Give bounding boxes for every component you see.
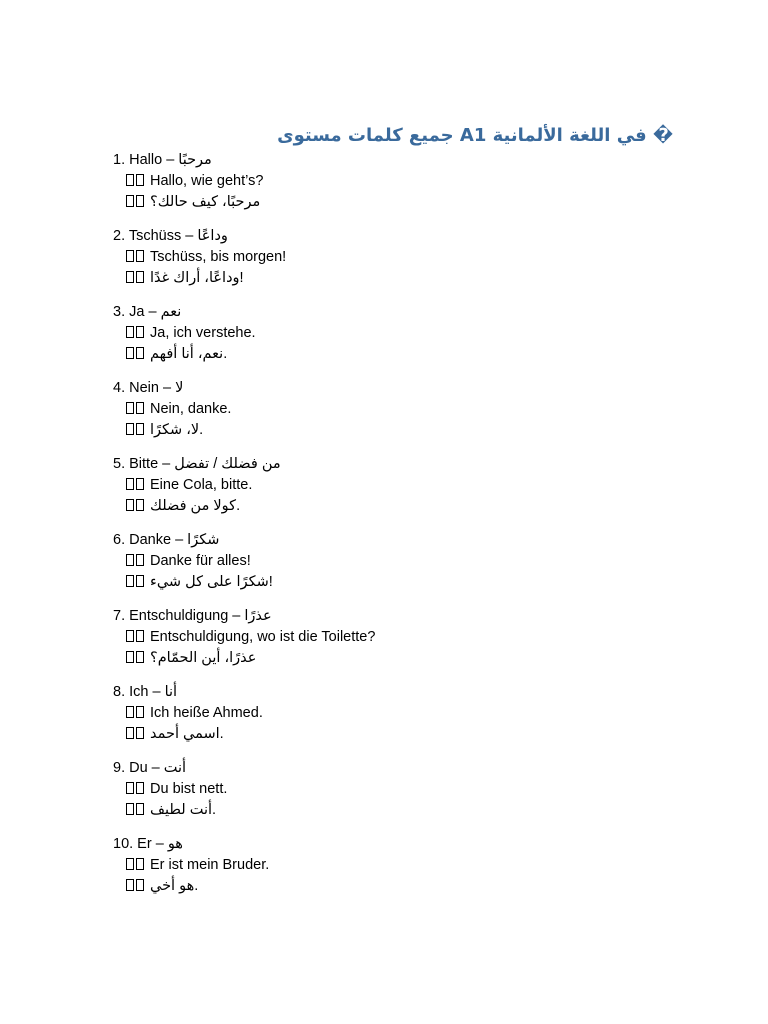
arabic-example-text: نعم، أنا أفهم.: [150, 346, 228, 362]
vocab-headword: 5. Bitte – من فضلك / تفضل: [113, 456, 281, 472]
arabic-example: [113, 876, 673, 897]
arabic-example-text: شكرًا على كل شيء!: [150, 574, 273, 590]
arabic-example: [113, 496, 673, 517]
arabic-example-text: وداعًا، أراك غدًا!: [150, 270, 244, 286]
vocab-headword: 8. Ich – أنا: [113, 684, 178, 700]
missing-glyph-box-icon: [126, 779, 146, 800]
german-example-text: Er ist mein Bruder.: [150, 857, 270, 873]
arabic-example-text: لا، شكرًا.: [150, 422, 204, 438]
vocab-entry: [113, 530, 673, 593]
german-example: [113, 247, 673, 268]
german-example: [113, 323, 673, 344]
german-example: [113, 779, 673, 800]
arabic-example-text: كولا من فضلك.: [150, 498, 241, 514]
german-example-text: Nein, danke.: [150, 401, 232, 417]
german-example: [113, 475, 673, 496]
german-example-text: Du bist nett.: [150, 781, 228, 797]
arabic-example: [113, 344, 673, 365]
arabic-example: [113, 572, 673, 593]
vocab-entry: [113, 606, 673, 669]
vocab-entry: [113, 226, 673, 289]
german-example: [113, 551, 673, 572]
missing-glyph-box-icon: [126, 171, 146, 192]
missing-glyph-box-icon: [126, 800, 146, 821]
german-example: [113, 171, 673, 192]
vocab-entry: [113, 834, 673, 897]
missing-glyph-box-icon: [126, 724, 146, 745]
missing-glyph-box-icon: [126, 551, 146, 572]
vocab-headword: 4. Nein – لا: [113, 380, 184, 396]
arabic-example: [113, 420, 673, 441]
arabic-example: [113, 648, 673, 669]
vocab-entry: [113, 454, 673, 517]
arabic-example-text: هو أخي.: [150, 878, 199, 894]
vocab-entry: [113, 378, 673, 441]
german-example-text: Danke für alles!: [150, 553, 251, 569]
german-example-text: Hallo, wie geht’s?: [150, 173, 264, 189]
missing-glyph-box-icon: [126, 323, 146, 344]
missing-glyph-box-icon: [126, 572, 146, 593]
vocab-entry: [113, 150, 673, 213]
german-example-text: Entschuldigung, wo ist die Toilette?: [150, 629, 376, 645]
vocab-headword: 9. Du – أنت: [113, 760, 187, 776]
missing-glyph-box-icon: [126, 876, 146, 897]
missing-glyph-box-icon: [126, 247, 146, 268]
missing-glyph-box-icon: [126, 648, 146, 669]
missing-glyph-box-icon: [126, 475, 146, 496]
german-example: [113, 399, 673, 420]
german-example-text: Ich heiße Ahmed.: [150, 705, 263, 721]
vocab-headword: 6. Danke – شكرًا: [113, 532, 220, 548]
missing-glyph-box-icon: [126, 496, 146, 517]
german-example-text: Eine Cola, bitte.: [150, 477, 253, 493]
missing-glyph-box-icon: [126, 344, 146, 365]
vocab-entry: [113, 682, 673, 745]
vocab-headword: 2. Tschüss – وداعًا: [113, 228, 228, 244]
missing-glyph-box-icon: [126, 399, 146, 420]
vocab-entry: [113, 758, 673, 821]
vocab-headword: 1. Hallo – مرحبًا: [113, 152, 212, 168]
vocab-headword: 10. Er – هو: [113, 836, 183, 852]
document-title: � في اللغة الألمانية A1 جميع كلمات مستوى: [277, 125, 673, 146]
german-example-text: Ja, ich verstehe.: [150, 325, 256, 341]
arabic-example: [113, 800, 673, 821]
missing-glyph-box-icon: [126, 703, 146, 724]
document-page: [113, 124, 673, 910]
arabic-example-text: مرحبًا، كيف حالك؟: [150, 194, 261, 210]
arabic-example-text: اسمي أحمد.: [150, 726, 224, 742]
german-example: [113, 703, 673, 724]
arabic-example-text: أنت لطيف.: [150, 802, 217, 818]
arabic-example: [113, 724, 673, 745]
german-example: [113, 855, 673, 876]
missing-glyph-box-icon: [126, 420, 146, 441]
arabic-example: [113, 192, 673, 213]
vocab-entry: [113, 302, 673, 365]
vocab-headword: 7. Entschuldigung – عذرًا: [113, 608, 272, 624]
arabic-example-text: عذرًا، أين الحمّام؟: [150, 650, 257, 666]
missing-glyph-box-icon: [126, 855, 146, 876]
missing-glyph-box-icon: [126, 627, 146, 648]
german-example-text: Tschüss, bis morgen!: [150, 249, 287, 265]
missing-glyph-box-icon: [126, 268, 146, 289]
missing-glyph-box-icon: [126, 192, 146, 213]
vocab-headword: 3. Ja – نعم: [113, 304, 182, 320]
german-example: [113, 627, 673, 648]
arabic-example: [113, 268, 673, 289]
